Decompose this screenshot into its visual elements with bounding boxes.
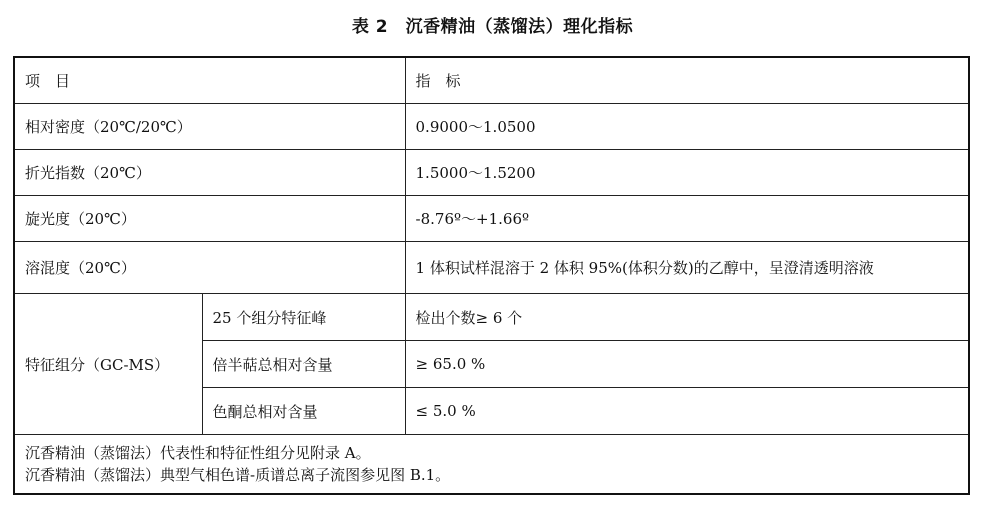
item-relative-density: 相对密度（20℃/20℃） bbox=[14, 104, 405, 150]
group-label-characteristic-components: 特征组分（GC-MS） bbox=[14, 294, 202, 435]
table-row bbox=[14, 104, 969, 150]
item-optical-rotation: 旋光度（20℃） bbox=[14, 196, 405, 242]
table-row bbox=[14, 196, 969, 242]
table-row bbox=[14, 294, 969, 341]
table-row bbox=[14, 150, 969, 196]
subitem-sesquiterpene-content: 倍半萜总相对含量 bbox=[202, 341, 405, 388]
table-row bbox=[14, 242, 969, 294]
table-notes bbox=[14, 435, 969, 495]
subspec-characteristic-peaks: 检出个数≥ 6 个 bbox=[405, 294, 969, 341]
table-header-row bbox=[14, 57, 969, 104]
table-note-row bbox=[14, 435, 969, 495]
header-item: 项 目 bbox=[14, 57, 405, 104]
spec-miscibility: 1 体积试样混溶于 2 体积 95%(体积分数)的乙醇中，呈澄清透明溶液 bbox=[405, 242, 969, 294]
item-refractive-index: 折光指数（20℃） bbox=[14, 150, 405, 196]
subitem-characteristic-peaks: 25 个组分特征峰 bbox=[202, 294, 405, 341]
physicochemical-spec-table bbox=[13, 56, 970, 495]
note-line: 沉香精油（蒸馏法）典型气相色谱-质谱总离子流图参见图 B.1。 bbox=[25, 466, 451, 484]
note-line: 沉香精油（蒸馏法）代表性和特征性组分见附录 A。 bbox=[25, 444, 371, 462]
header-spec: 指 标 bbox=[405, 57, 969, 104]
item-miscibility: 溶混度（20℃） bbox=[14, 242, 405, 294]
subitem-chromone-content: 色酮总相对含量 bbox=[202, 388, 405, 435]
subspec-sesquiterpene-content: ≥ 65.0 % bbox=[405, 341, 969, 388]
table-caption: 表 2 沉香精油（蒸馏法）理化指标 bbox=[351, 17, 634, 37]
spec-refractive-index: 1.5000～1.5200 bbox=[405, 150, 969, 196]
spec-optical-rotation: -8.76º～+1.66º bbox=[405, 196, 969, 242]
subspec-chromone-content: ≤ 5.0 % bbox=[405, 388, 969, 435]
spec-relative-density: 0.9000～1.0500 bbox=[405, 104, 969, 150]
